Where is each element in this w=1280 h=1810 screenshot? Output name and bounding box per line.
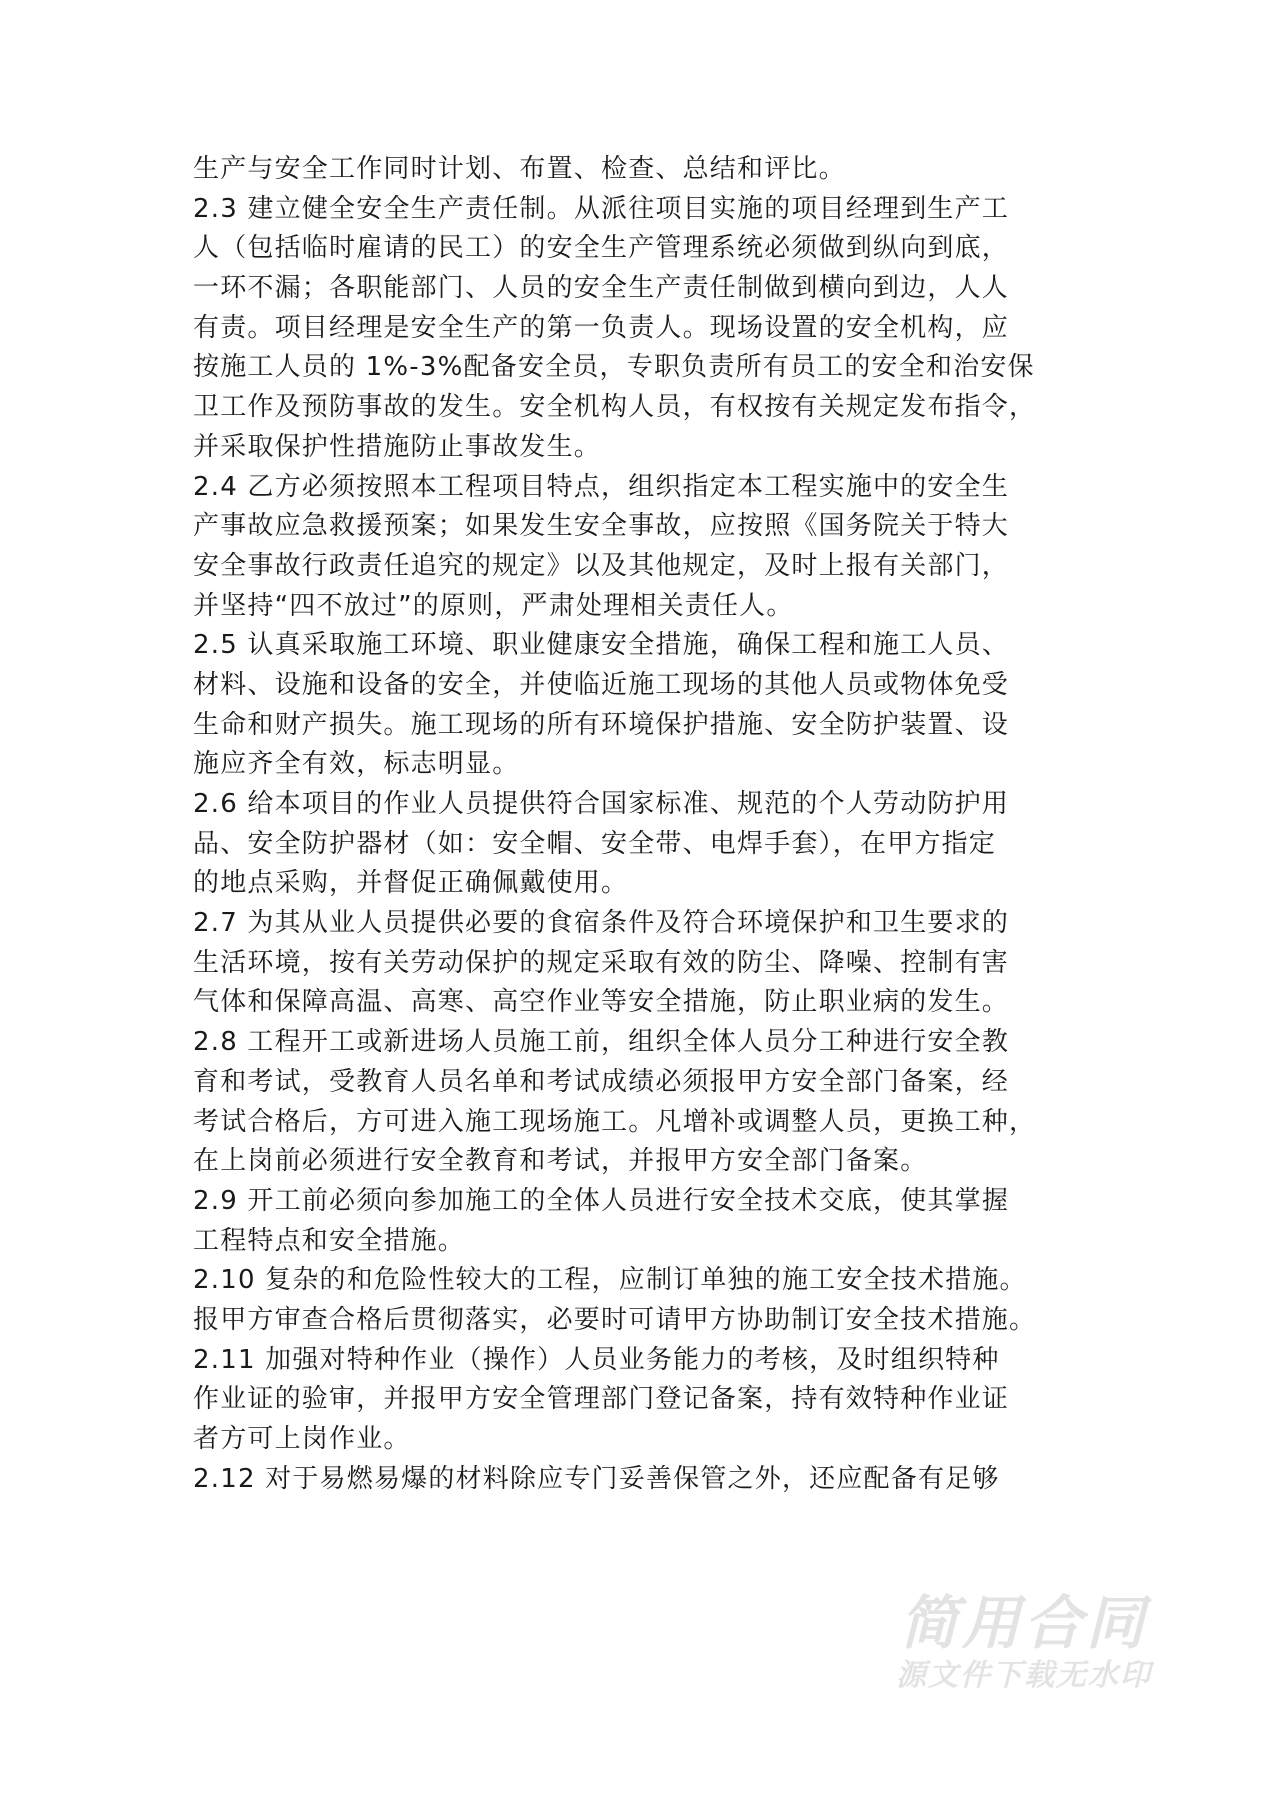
text-line: 2.10 复杂的和危险性较大的工程，应制订单独的施工安全技术措施。	[193, 1265, 1027, 1296]
watermark-subtitle: 源文件下载无水印	[896, 1658, 1152, 1693]
text-line: 2.5 认真采取施工环境、职业健康安全措施，确保工程和施工人员、	[193, 630, 1010, 661]
text-line: 人（包括临时雇请的民工）的安全生产管理系统必须做到纵向到底，	[193, 233, 1010, 264]
text-line: 生活环境，按有关劳动保护的规定采取有效的防尘、降噪、控制有害	[193, 947, 1010, 978]
text-line: 材料、设施和设备的安全，并使临近施工现场的其他人员或物体免受	[193, 669, 1010, 700]
text-line: 者方可上岗作业。	[193, 1424, 411, 1454]
watermark-title: 简用合同	[900, 1589, 1149, 1657]
text-line: 2.3 建立健全安全生产责任制。从派往项目实施的项目经理到生产工	[193, 193, 1010, 224]
text-line: 产事故应急救援预案；如果发生安全事故，应按照《国务院关于特大	[193, 511, 1010, 542]
text-line: 并采取保护性措施防止事故发生。	[193, 431, 602, 462]
text-line: 工程特点和安全措施。	[193, 1225, 466, 1256]
text-line: 气体和保障高温、高寒、高空作业等安全措施，防止职业病的发生。	[193, 987, 1010, 1018]
text-line: 2.4 乙方必须按照本工程项目特点，组织指定本工程实施中的安全生	[193, 471, 1010, 502]
text-line: 2.8 工程开工或新进场人员施工前，组织全体人员分工种进行安全教	[193, 1027, 1010, 1058]
text-line: 2.11 加强对特种作业（操作）人员业务能力的考核，及时组织特种	[193, 1344, 1000, 1375]
text-line: 生命和财产损失。施工现场的所有环境保护措施、安全防护装置、设	[193, 709, 1010, 740]
text-line: 品、安全防护器材（如：安全帽、安全带、电焊手套），在甲方指定	[193, 828, 997, 859]
text-line: 2.12 对于易燃易爆的材料除应专门妥善保管之外，还应配备有足够	[193, 1463, 1000, 1494]
text-line: 育和考试，受教育人员名单和考试成绩必须报甲方安全部门备案，经	[193, 1066, 1010, 1097]
document-body	[193, 150, 1093, 1499]
text-line: 一环不漏；各职能部门、人员的安全生产责任制做到横向到边，人人	[193, 273, 1010, 304]
text-line: 考试合格后，方可进入施工现场施工。凡增补或调整人员，更换工种，	[193, 1106, 1037, 1137]
text-line: 报甲方审查合格后贯彻落实，必要时可请甲方协助制订安全技术措施。	[193, 1304, 1037, 1335]
text-line: 的地点采购，并督促正确佩戴使用。	[193, 868, 629, 899]
text-line: 2.9 开工前必须向参加施工的全体人员进行安全技术交底，使其掌握	[193, 1185, 1010, 1216]
text-line: 施应齐全有效，标志明显。	[193, 749, 520, 780]
text-line: 在上岗前必须进行安全教育和考试，并报甲方安全部门备案。	[193, 1146, 928, 1177]
text-line: 作业证的验审，并报甲方安全管理部门登记备案，持有效特种作业证	[193, 1384, 1010, 1415]
text-line: 2.7 为其从业人员提供必要的食宿条件及符合环境保护和卫生要求的	[193, 908, 1010, 939]
text-line: 卫工作及预防事故的发生。安全机构人员，有权按有关规定发布指令，	[193, 392, 1037, 423]
text-line: 并坚持“四不放过”的原则，严肃处理相关责任人。	[193, 590, 794, 621]
text-line: 生产与安全工作同时计划、布置、检查、总结和评比。	[193, 154, 846, 184]
text-line: 按施工人员的 1%-3%配备安全员，专职负责所有员工的安全和治安保	[193, 352, 1035, 383]
text-line: 安全事故行政责任追究的规定》以及其他规定，及时上报有关部门，	[193, 550, 1010, 581]
text-line: 有责。项目经理是安全生产的第一负责人。现场设置的安全机构，应	[193, 312, 1010, 343]
watermark	[896, 1589, 1200, 1696]
text-line: 2.6 给本项目的作业人员提供符合国家标准、规范的个人劳动防护用	[193, 789, 1010, 819]
